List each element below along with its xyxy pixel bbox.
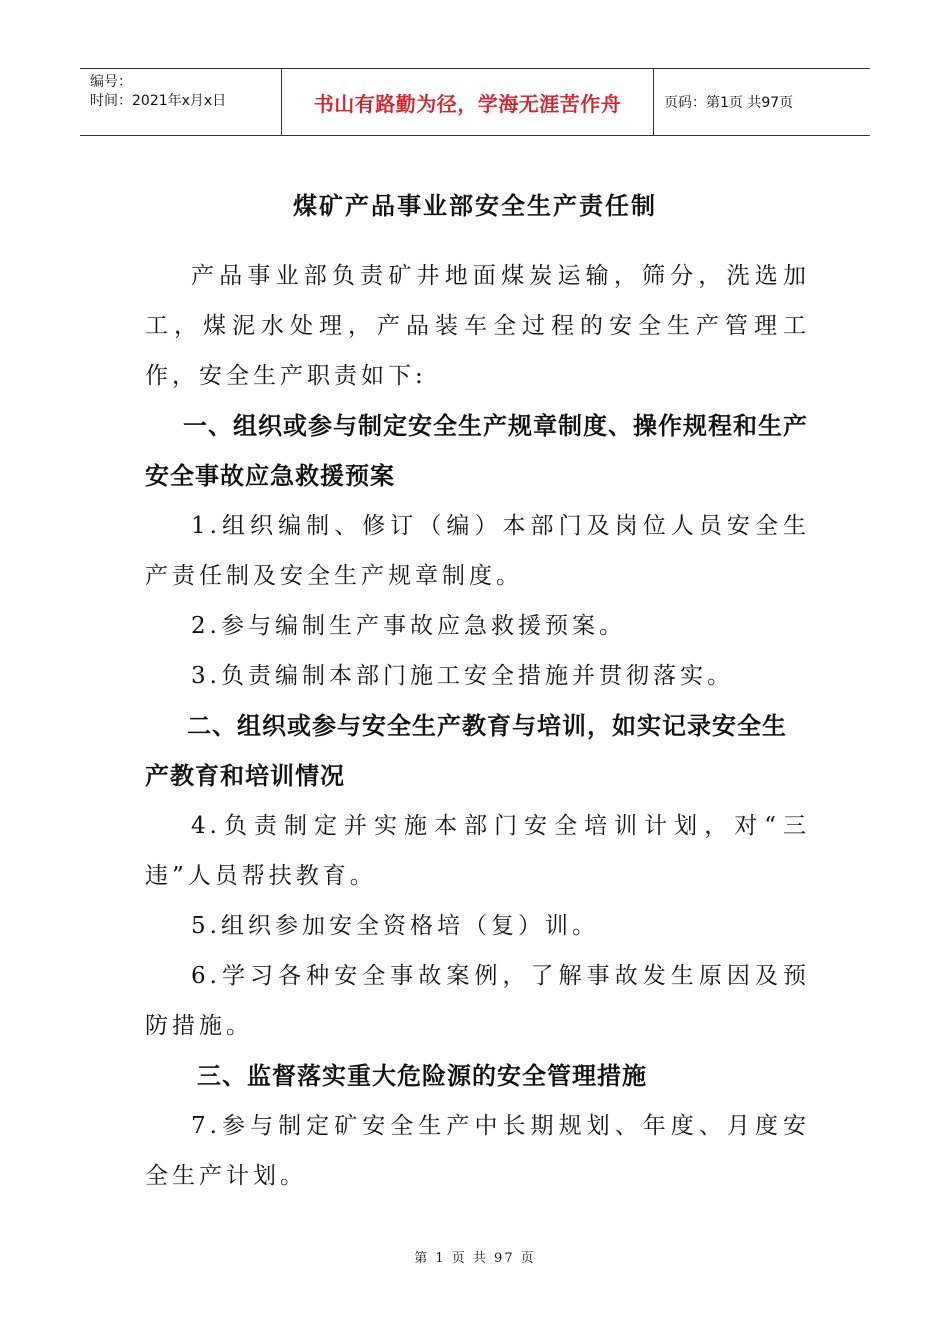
document-body xyxy=(145,251,810,1201)
header-motto: 书山有路勤为径，学海无涯苦作舟 xyxy=(313,91,622,116)
page-footer: 第 1 页 共 97 页 xyxy=(414,1251,536,1266)
section-heading: 三、监督落实重大危险源的安全管理措施 xyxy=(197,1062,647,1090)
header-motto-cell xyxy=(282,69,654,135)
list-item: 7.参与制定矿安全生产中长期规划、年度、月度安全生产计划。 xyxy=(145,1113,810,1189)
section-heading: 一、组织或参与制定安全生产规章制度、操作规程和生产安全事故应急救援预案 xyxy=(145,412,808,490)
section-heading: 二、组织或参与安全生产教育与培训，如实记录安全生产教育和培训情况 xyxy=(145,712,787,790)
header-meta-cell xyxy=(80,69,282,135)
list-item: 3.负责编制本部门施工安全措施并贯彻落实。 xyxy=(191,663,734,689)
document-date-label: 时间：2021年x月x日 xyxy=(90,93,227,109)
list-item: 2.参与编制生产事故应急救援预案。 xyxy=(191,613,626,639)
document-title: 煤矿产品事业部安全生产责任制 xyxy=(293,192,657,220)
intro-paragraph: 产品事业部负责矿井地面煤炭运输，筛分，洗选加工，煤泥水处理，产品装车全过程的安全生产管理工作，安全生产职责如下: xyxy=(145,263,810,389)
header-page-info: 页码：第1页 共97页 xyxy=(664,95,794,111)
document-number-label: 编号： xyxy=(90,74,132,90)
list-item: 6.学习各种安全事故案例，了解事故发生原因及预防措施。 xyxy=(145,963,810,1039)
list-item: 5.组织参加安全资格培（复）训。 xyxy=(191,913,599,939)
list-item: 1.组织编制、修订（编）本部门及岗位人员安全生产责任制及安全生产规章制度。 xyxy=(145,513,810,589)
header-page-cell xyxy=(654,69,870,135)
list-item: 4.负责制定并实施本部门安全培训计划，对“三违”人员帮扶教育。 xyxy=(145,813,810,889)
header-table xyxy=(80,68,870,136)
